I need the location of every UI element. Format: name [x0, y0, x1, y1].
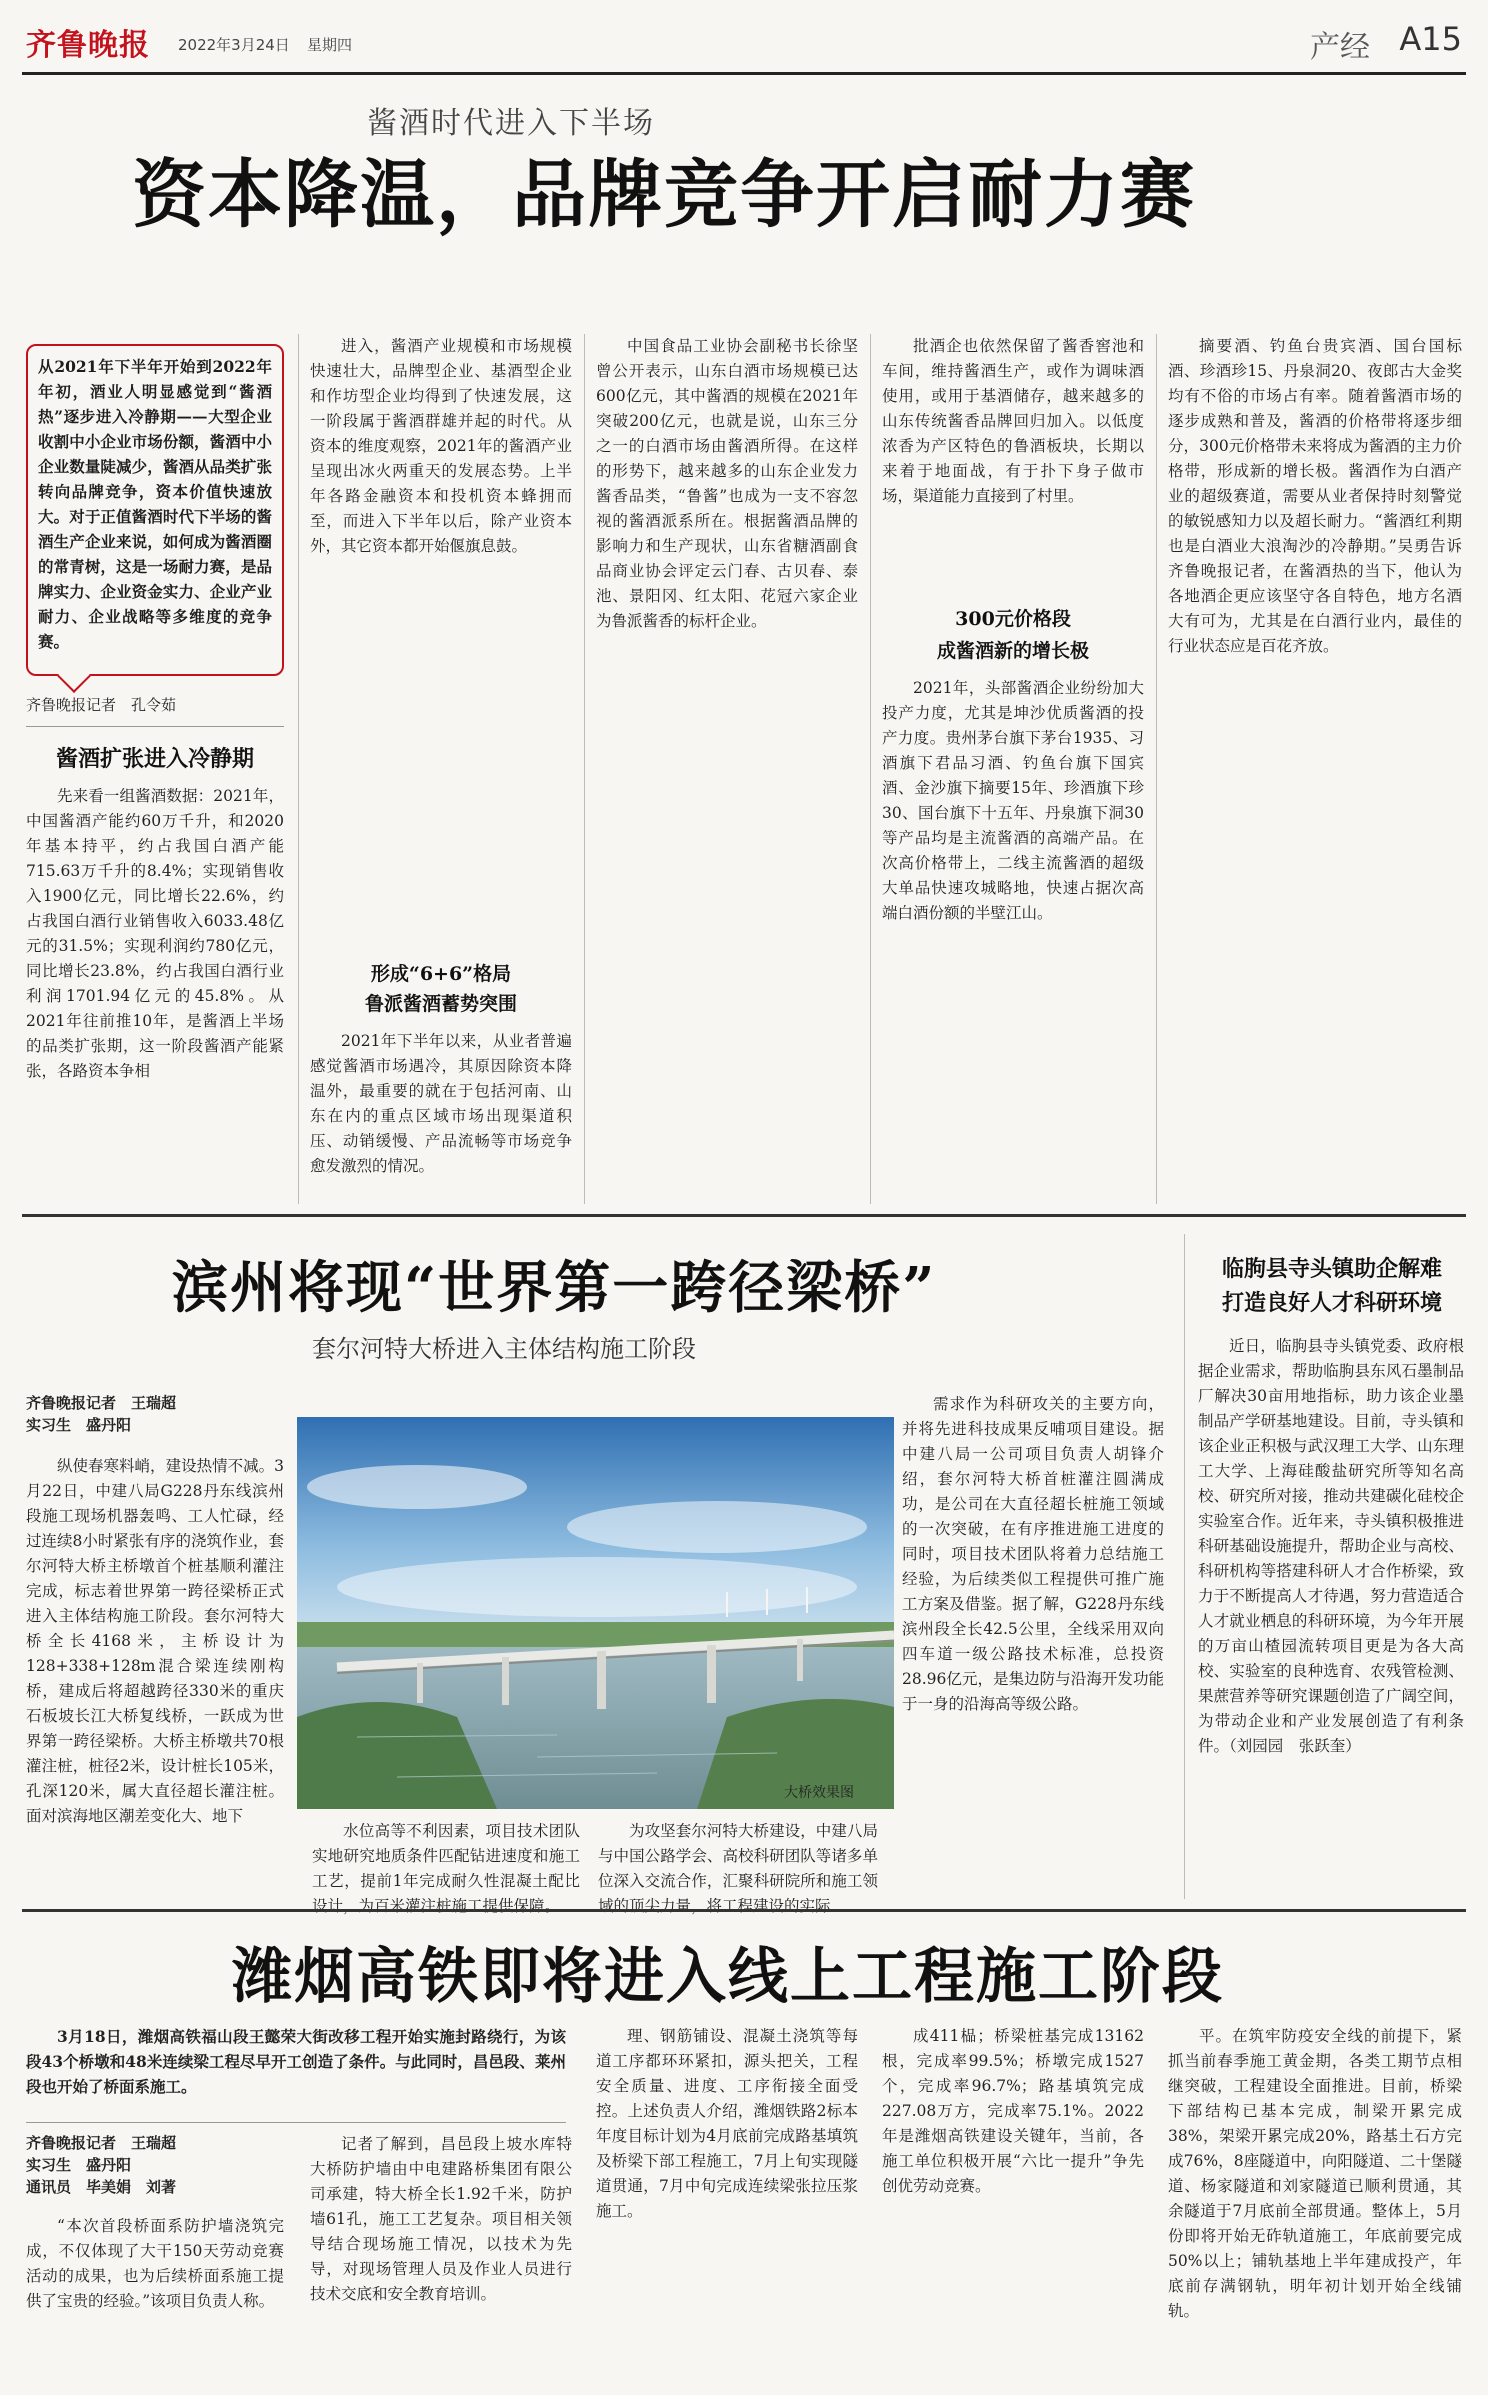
bridge-rendering-image [297, 1417, 894, 1809]
story2-column-1 [26, 1454, 284, 1899]
newspaper-page [22, 14, 1466, 2384]
newspaper-logo: 齐鲁晚报 [26, 28, 150, 63]
story2-column-3 [598, 1819, 878, 1915]
section-rule [22, 1214, 1466, 1217]
paragraph: 近日，临朐县寺头镇党委、政府根据企业需求，帮助临朐县东风石墨制品厂解决30亩用地指标，助力该企业墨制品产学研基地建设。目前，寺头镇和该企业正积极与武汉理工大学、山东理工大学、上海硅酸盐研究所等知名高校、研究所对接，推动共建碳化硅校企实验室合作。近年来，寺头镇积极推进科研基础设施提升，帮助企业与高校、科研机构等搭建科研人才合作桥梁，致力于不断提高人才待遇，努力营造适合人才就业栖息的科研环境，为今年开展的万亩山楂园流转项目更是为各大高校、实验室的良种选育、农残管检测、果蔗营养等研究课题创造了广阔空间，为带动企业和产业发展创造了有利条件。（刘园园 张跃奎） [1198, 1337, 1464, 1755]
story4-lead [26, 2024, 566, 2114]
paragraph: 水位高等不利因素，项目技术团队实地研究地质条件匹配钻进速度和施工工艺，提前1年完成耐久性混凝土配比设计，为百米灌注桩施工提供保障。 [312, 1822, 580, 1915]
paragraph: 记者了解到，昌邑段上坡水库特大桥防护墙由中电建路桥集团有限公司承建，特大桥全长1.92千米，防护墙61孔，施工工艺复杂。项目相关领导结合现场施工情况，以技术为先导，对现场管理人员及作业人员进行技术交底和安全教育培训。 [310, 2135, 572, 2303]
story1-column-1 [26, 784, 284, 1204]
issue-date: 2022年3月24日 [178, 36, 290, 54]
story3-body [1198, 1334, 1464, 1899]
story1-section2-title1: 形成“6+6”格局 [370, 963, 512, 985]
story4-column-2 [310, 2132, 572, 2384]
story1-column-4a [882, 334, 1144, 584]
paragraph: “本次首段桥面系防护墙浇筑完成，不仅体现了大干150天劳动竞赛活动的成果，也为后续桥面系施工提供了宝贵的经验。”该项目负责人称。 [26, 2217, 284, 2310]
story3-headline-line1: 临朐县寺头镇助企解难 [1221, 1256, 1442, 1282]
section-name: 产经 [1310, 30, 1370, 65]
column-divider [1184, 1234, 1185, 1899]
issue-weekday: 星期四 [307, 36, 353, 54]
section-rule [22, 1909, 1466, 1912]
story1-byline: 齐鲁晚报记者 孔令茹 [26, 696, 177, 714]
paragraph: 2021年下半年以来，从业者普遍感觉酱酒市场遇冷，其原因除资本降温外，最重要的就在于包括河南、山东在内的重点区域市场出现渠道积压、动销缓慢、产品流畅等市场竞争愈发激烈的情况。 [310, 1032, 572, 1175]
story1-section2-title2: 鲁派酱酒蓄势突围 [364, 993, 517, 1015]
divider [26, 726, 284, 727]
story1-lead-box: 从2021年下半年开始到2022年年初，酒业人明显感觉到“酱酒热”逐步进入冷静期——大型企业收割中小企业市场份额，酱酒中小企业数量陡减少，酱酒从品类扩张转向品牌竞争，资本价值快速放大。对于正值酱酒时代下半场的酱酒生产企业来说，如何成为酱酒圈的常青树，这是一场耐力赛，是品牌实力、企业资金实力、企业产业耐力、企业战略等多维度的竞争赛。 [26, 344, 284, 676]
paragraph: 2021年，头部酱酒企业纷纷加大投产力度，尤其是坤沙优质酱酒的投产力度。贵州茅台旗下茅台1935、习酒旗下君品习酒、钓鱼台旗下国宾酒、金沙旗下摘要15年、珍酒旗下珍30、国台旗下十五年、丹泉旗下洞30等产品均是主流酱酒的高端产品。在次高价格带上，二线主流酱酒的超级大单品快速攻城略地，快速占据次高端白酒份额的半壁江山。 [882, 679, 1144, 922]
divider [26, 2122, 566, 2123]
story4-headline: 潍烟高铁即将进入线上工程施工阶段 [232, 1942, 1224, 2012]
story4-column-5 [1168, 2024, 1462, 2384]
page-number: A15 [1399, 20, 1462, 58]
story1-column-2 [310, 334, 572, 949]
story2-column-4 [902, 1392, 1164, 1899]
paragraph: 成411榀；桥梁桩基完成13162根，完成率99.5%；桥墩完成1527个，完成率96.7%；路基填筑完成227.08万方，完成率75.1%。2022年是潍烟高铁建设关键年，当前，各施工单位积极开展“六比一提升”争先创优劳动竞赛。 [882, 2027, 1144, 2195]
paragraph: 3月18日，潍烟高铁福山段王懿荣大街改移工程开始实施封路绕行，为该段43个桥墩和48米连续梁工程尽早开工创造了条件。与此同时，昌邑段、莱州段也开始了桥面系施工。 [26, 2027, 566, 2096]
story1-kicker: 酱酒时代进入下半场 [367, 106, 655, 141]
story3-headline-line2: 打造良好人才科研环境 [1221, 1290, 1442, 1316]
story2-column-2 [312, 1819, 580, 1915]
story1-column-3 [596, 334, 858, 1204]
story2-headline: 滨州将现“世界第一跨径梁桥” [172, 1255, 937, 1321]
paragraph: 需求作为科研攻关的主要方向，并将先进科技成果反哺项目建设。据中建八局一公司项目负责人胡锋介绍，套尔河特大桥首桩灌注圆满成功，是公司在大直径超长桩施工领域的一次突破，在有序推进施工进度的同时，项目技术团队将着力总结施工经验，为后续类似工程提供可推广施工方案及借鉴。据了解，G228丹东线滨州段全长42.5公里，全线采用双向四车道一级公路技术标准，总投资28.96亿元，是集边防与沿海开发功能于一身的沿海高等级公路。 [902, 1395, 1164, 1713]
paragraph: 先来看一组酱酒数据：2021年，中国酱酒产能约60万千升，和2020年基本持平，约占我国白酒产能715.63万千升的8.4%；实现销售收入1900亿元，同比增长22.6%，约占我国白酒行业销售收入6033.48亿元的31.5%；实现利润约780亿元，同比增长23.8%，约占我国白酒行业利润1701.94亿元的45.8%。从2021年往前推10年，是酱酒上半场的品类扩张期，这一阶段酱酒产能紧张，各路资本争相 [26, 787, 284, 1080]
column-divider [584, 334, 585, 1204]
story4-column-1 [26, 2214, 284, 2384]
story2-subheadline: 套尔河特大桥进入主体结构施工阶段 [312, 1335, 696, 1363]
story1-section3-title1: 300元价格段 [955, 608, 1071, 630]
paragraph: 批酒企也依然保留了酱香窖池和车间，维持酱酒生产，或作为调味酒使用，或用于基酒储存，越来越多的山东传统酱香品牌回归加入。以低度浓香为产区特色的鲁酒板块，长期以来着于地面战，有于扑下身子做市场，渠道能力直接到了村里。 [882, 337, 1144, 505]
paragraph: 进入，酱酒产业规模和市场规模快速壮大，品牌型企业、基酒型企业和作坊型企业均得到了快速发展，这一阶段属于酱酒群雄并起的时代。从资本的维度观察，2021年的酱酒产业呈现出冰火两重天的发展态势。上半年各路金融资本和投机资本蜂拥而至，而进入下半年以后，除产业资本外，其它资本都开始偃旗息鼓。 [310, 337, 572, 555]
story4-byline: 齐鲁晚报记者 王瑞超 实习生 盛丹阳 通讯员 毕美娟 刘著 [26, 2134, 177, 2196]
paragraph: 为攻坚套尔河特大桥建设，中建八局与中国公路学会、高校科研团队等诸多单位深入交流合作，汇聚科研院所和施工领域的顶尖力量，将工程建设的实际 [598, 1822, 878, 1915]
photo-caption: 大桥效果图 [784, 1785, 854, 1801]
column-divider [870, 334, 871, 1204]
story2-byline: 齐鲁晚报记者 王瑞超 实习生 盛丹阳 [26, 1394, 177, 1434]
paragraph: 中国食品工业协会副秘书长徐坚曾公开表示，山东白酒市场规模已达600亿元，其中酱酒的规模在2021年突破200亿元，也就是说，山东三分之一的白酒市场由酱酒所得。在这样的形势下，越来越多的山东企业发力酱香品类，“鲁酱”也成为一支不容忽视的酱酒派系所在。根据酱酒品牌的影响力和生产现状，山东省糖酒副食品商业协会评定云门春、古贝春、泰池、景阳冈、红太阳、花冠六家企业为鲁派酱香的标杆企业。 [596, 337, 858, 630]
story1-headline: 资本降温，品牌竞争开启耐力赛 [132, 152, 1196, 238]
story1-column-5 [1168, 334, 1462, 1204]
bridge-illustration [297, 1417, 894, 1809]
paragraph: 平。在筑牢防疫安全线的前提下，紧抓当前春季施工黄金期，各类工期节点相继突破，工程建设全面推进。目前，桥梁下部结构已基本完成，制梁开累完成38%，架梁开累完成20%，路基土石方完成76%，8座隧道中，向阳隧道、二十堡隧道、杨家隧道和刘家隧道已顺利贯通，其余隧道于7月底前全部贯通。整体上，5月份即将开始无砟轨道施工，年底前要完成50%以上；铺轨基地上半年建成投产，年底前存满钢轨，明年初计划开始全线铺轨。 [1168, 2027, 1462, 2320]
column-divider [1156, 334, 1157, 1204]
paragraph: 纵使春寒料峭，建设热情不减。3月22日，中建八局G228丹东线滨州段施工现场机器轰鸣、工人忙碌，经过连续8小时紧张有序的浇筑作业，套尔河特大桥主桥墩首个桩基顺利灌注完成，标志着世界第一跨径梁桥正式进入主体结构施工阶段。套尔河特大桥全长4168米，主桥设计为128+338+128m混合梁连续刚构桥，建成后将超越跨径330米的重庆石板坡长江大桥复线桥，一跃成为世界第一跨径梁桥。大桥主桥墩共70根灌注桩，桩径2米，设计桩长105米，孔深120米，属大直径超长灌注桩。面对滨海地区潮差变化大、地下 [26, 1457, 284, 1825]
story4-column-3 [596, 2024, 858, 2384]
paragraph: 理、钢筋铺设、混凝土浇筑等每道工序都环环紧扣，源头把关，工程安全质量、进度、工序衔接全面受控。上述负责人介绍，潍烟铁路2标本年度目标计划为4月底前完成路基填筑及桥梁下部工程施工，7月上旬实现隧道贯通，7月中旬完成连续梁张拉压浆施工。 [596, 2027, 858, 2220]
story1-column-2b [310, 1029, 572, 1204]
paragraph: 摘要酒、钓鱼台贵宾酒、国台国标酒、珍酒珍15、丹泉洞20、夜郎古大金奖均有不俗的市场占有率。随着酱酒市场的逐步成熟和普及，酱酒的价格带将逐步细分，300元价格带未来将成为酱酒的主力价格带，形成新的增长极。酱酒作为白酒产业的超级赛道，需要从业者保持时刻警觉的敏锐感知力以及超长耐力。“酱酒红利期也是白酒业大浪淘沙的冷静期。”吴勇告诉齐鲁晚报记者，在酱酒热的当下，他认为各地酒企更应该坚守各自特色，地方名酒大有可为，尤其是在白酒行业内，最佳的行业状态应是百花齐放。 [1168, 337, 1462, 655]
story1-column-4b [882, 676, 1144, 1204]
masthead [22, 14, 1466, 75]
column-divider [298, 334, 299, 1204]
story1-section3-title2: 成酱酒新的增长极 [936, 640, 1089, 662]
story1-section1-title: 酱酒扩张进入冷静期 [55, 746, 254, 772]
story4-column-4 [882, 2024, 1144, 2384]
